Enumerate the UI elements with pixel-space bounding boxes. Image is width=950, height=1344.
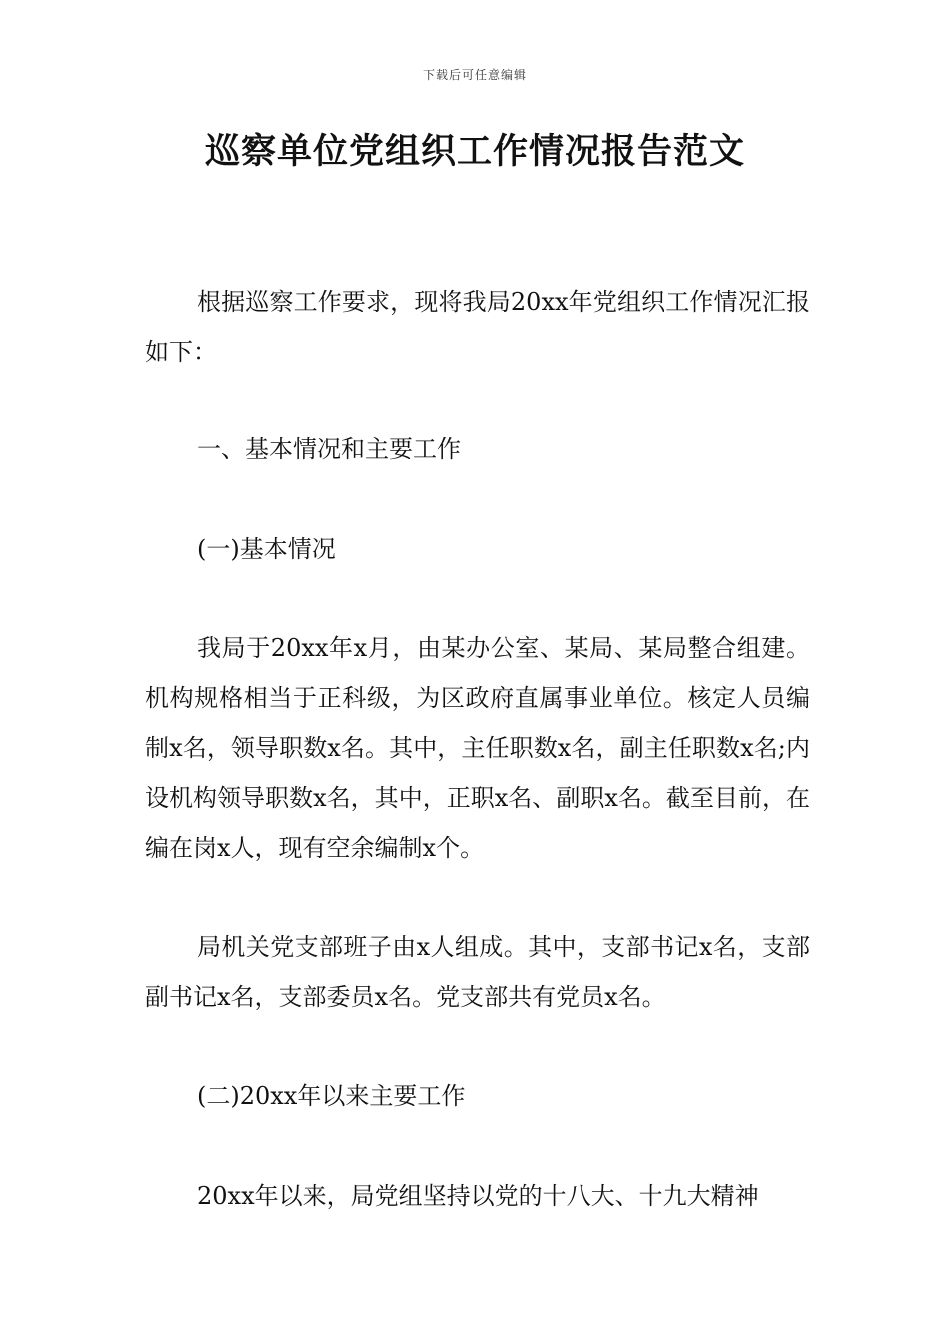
- basic-situation-paragraph: 我局于20xx年x月，由某办公室、某局、某局整合组建。机构规格相当于正科级，为区政府直属事业单位。核定人员编制x名，领导职数x名。其中，主任职数x名，副主任职数x名;内设机构领导职数x名，其中，正职x名、副职x名。截至目前，在编在岗x人，现有空余编制x个。: [145, 634, 810, 862]
- header-note: 下载后可任意编辑: [422, 68, 527, 82]
- section-one-heading: 一、基本情况和主要工作: [197, 435, 461, 463]
- subsection-one-heading: (一)基本情况: [197, 535, 336, 563]
- party-branch-paragraph: 局机关党支部班子由x人组成。其中，支部书记x名，支部副书记x名，支部委员x名。党支部共有党员x名。: [145, 933, 810, 1011]
- document-title: 巡察单位党组织工作情况报告范文: [204, 131, 745, 172]
- intro-paragraph: 根据巡察工作要求，现将我局20xx年党组织工作情况汇报如下：: [145, 288, 810, 366]
- main-work-paragraph: 20xx年以来，局党组坚持以党的十八大、十九大精神: [197, 1182, 759, 1210]
- subsection-two-heading: (二)20xx年以来主要工作: [197, 1082, 466, 1110]
